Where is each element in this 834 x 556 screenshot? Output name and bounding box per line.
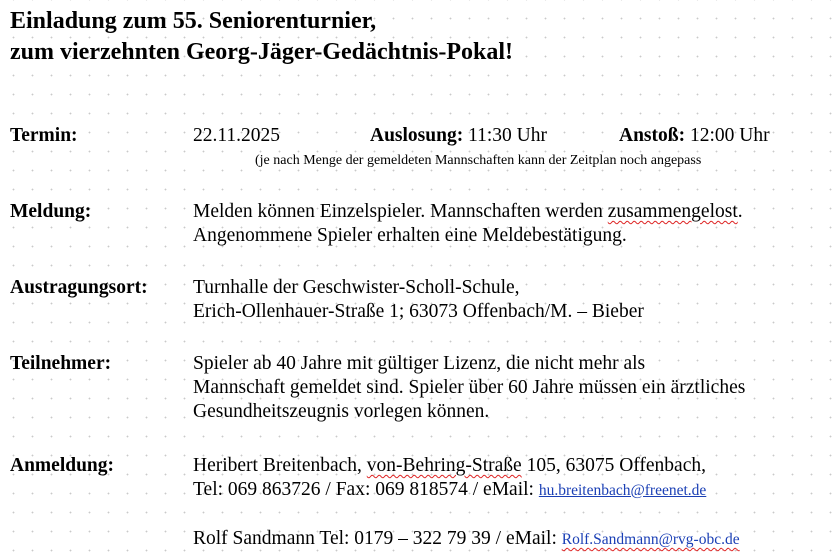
meldung-line-1 xyxy=(193,200,743,224)
anmeldung-label: Anmeldung: xyxy=(10,455,115,476)
auslosung xyxy=(370,124,547,148)
austragungsort-line-2: Erich-Ollenhauer-Straße 1; 63073 Offenbach/M. – Bieber xyxy=(193,301,644,322)
teilnehmer-content xyxy=(193,352,745,424)
termin-date: 22.11.2025 xyxy=(193,125,281,146)
anmeldung-sandmann: Rolf Sandmann Tel: 0179 – 322 79 39 / eMail: xyxy=(193,528,562,549)
auslosung-time: 11:30 Uhr xyxy=(463,125,547,146)
meldung-content xyxy=(193,200,743,248)
anmeldung-phone: Tel: 069 863726 / Fax: 069 818574 / eMail: xyxy=(193,479,539,500)
austragungsort-content xyxy=(193,276,644,324)
title-line-1: Einladung zum 55. Seniorenturnier, xyxy=(10,8,377,34)
meldung-text-a: Melden können Einzelspieler. Mannschaften werden xyxy=(193,201,608,222)
auslosung-label: Auslosung: xyxy=(370,125,464,146)
austragungsort-label: Austragungsort: xyxy=(10,277,148,298)
anmeldung-content xyxy=(193,454,740,552)
title-line-2: zum vierzehnten Georg-Jäger-Gedächtnis-Pokal! xyxy=(10,39,514,65)
teilnehmer-line-1: Spieler ab 40 Jahre mit gültiger Lizenz, die nicht mehr als xyxy=(193,353,646,374)
austragungsort-line-1: Turnhalle der Geschwister-Scholl-Schule, xyxy=(193,277,520,298)
teilnehmer-line-2: Mannschaft gemeldet sind. Spieler über 60 Jahre müssen ein ärztliches xyxy=(193,377,746,398)
email-link-breitenbach[interactable]: hu.breitenbach@freenet.de xyxy=(538,482,707,499)
anmeldung-city: 105, 63075 Offenbach, xyxy=(521,455,706,476)
termin-note: (je nach Menge der gemeldeten Mannschaften kann der Zeitplan noch angepass xyxy=(255,153,702,168)
termin-content xyxy=(193,124,280,148)
anmeldung-line-3 xyxy=(193,527,740,552)
meldung-text-c: . xyxy=(737,201,743,222)
anmeldung-name: Heribert Breitenbach, xyxy=(193,455,367,476)
teilnehmer-label: Teilnehmer: xyxy=(10,353,112,374)
termin-label: Termin: xyxy=(10,125,78,146)
meldung-label: Meldung: xyxy=(10,201,92,222)
invitation-title xyxy=(10,6,513,68)
anmeldung-line-1 xyxy=(193,454,740,478)
anstoss-label: Anstoß: xyxy=(619,125,686,146)
anmeldung-street: von-Behring-Straße xyxy=(366,455,522,476)
email-link-sandmann[interactable]: Rolf.Sandmann@rvg-obc.de xyxy=(561,531,740,548)
meldung-line-2: Angenommene Spieler erhalten eine Meldebestätigung. xyxy=(193,225,627,246)
teilnehmer-line-3: Gesundheitszeugnis vorlegen können. xyxy=(193,401,490,422)
anstoss-time: 12:00 Uhr xyxy=(685,125,770,146)
meldung-text-b: zusammengelost xyxy=(607,201,738,222)
anstoss xyxy=(619,124,770,148)
anmeldung-line-2 xyxy=(193,478,740,503)
